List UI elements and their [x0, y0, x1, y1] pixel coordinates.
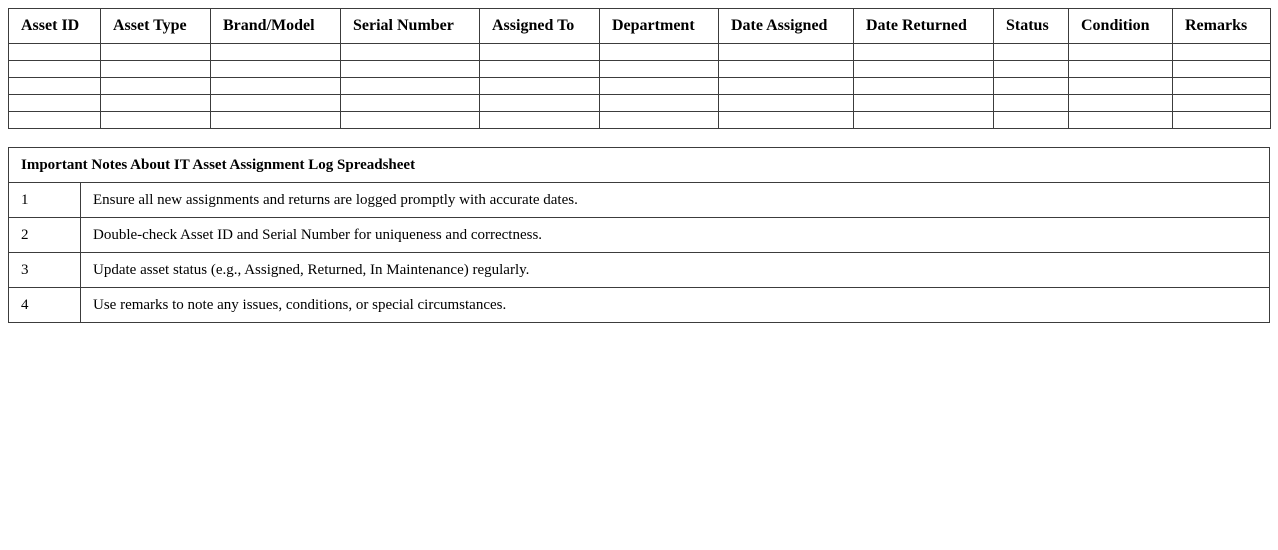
- note-number: 3: [9, 253, 81, 288]
- table-cell[interactable]: [1069, 44, 1173, 61]
- column-header-brand-model: Brand/Model: [211, 9, 341, 44]
- table-cell[interactable]: [719, 61, 854, 78]
- table-row: [9, 78, 1271, 95]
- table-cell[interactable]: [719, 112, 854, 129]
- table-cell[interactable]: [994, 112, 1069, 129]
- note-text: Double-check Asset ID and Serial Number for uniqueness and correctness.: [81, 218, 1270, 253]
- column-header-asset-id: Asset ID: [9, 9, 101, 44]
- table-cell[interactable]: [9, 44, 101, 61]
- table-cell[interactable]: [211, 44, 341, 61]
- note-row: [9, 288, 1270, 323]
- table-cell[interactable]: [854, 61, 994, 78]
- column-header-serial-number: Serial Number: [341, 9, 480, 44]
- table-cell[interactable]: [9, 78, 101, 95]
- note-text: Ensure all new assignments and returns are logged promptly with accurate dates.: [81, 183, 1270, 218]
- table-cell[interactable]: [480, 95, 600, 112]
- table-cell[interactable]: [1069, 61, 1173, 78]
- table-header-row: [9, 9, 1271, 44]
- table-cell[interactable]: [211, 112, 341, 129]
- table-cell[interactable]: [600, 61, 719, 78]
- table-cell[interactable]: [101, 44, 211, 61]
- table-cell[interactable]: [600, 112, 719, 129]
- table-cell[interactable]: [341, 95, 480, 112]
- table-cell[interactable]: [994, 78, 1069, 95]
- table-cell[interactable]: [994, 95, 1069, 112]
- table-cell[interactable]: [101, 61, 211, 78]
- table-cell[interactable]: [9, 61, 101, 78]
- table-cell[interactable]: [719, 44, 854, 61]
- column-header-asset-type: Asset Type: [101, 9, 211, 44]
- table-cell[interactable]: [1173, 95, 1271, 112]
- table-cell[interactable]: [1173, 61, 1271, 78]
- notes-header-row: [9, 148, 1270, 183]
- table-row: [9, 112, 1271, 129]
- column-header-department: Department: [600, 9, 719, 44]
- note-row: [9, 253, 1270, 288]
- table-cell[interactable]: [341, 44, 480, 61]
- note-row: [9, 183, 1270, 218]
- notes-body: [9, 183, 1270, 323]
- column-header-date-assigned: Date Assigned: [719, 9, 854, 44]
- table-cell[interactable]: [600, 44, 719, 61]
- column-header-remarks: Remarks: [1173, 9, 1271, 44]
- column-header-condition: Condition: [1069, 9, 1173, 44]
- table-cell[interactable]: [480, 44, 600, 61]
- important-notes-table: [8, 147, 1270, 323]
- note-number: 2: [9, 218, 81, 253]
- table-cell[interactable]: [341, 78, 480, 95]
- document-body: [8, 8, 1270, 323]
- table-cell[interactable]: [854, 78, 994, 95]
- column-header-assigned-to: Assigned To: [480, 9, 600, 44]
- table-cell[interactable]: [9, 95, 101, 112]
- table-row: [9, 95, 1271, 112]
- table-body: [9, 44, 1271, 129]
- note-number: 1: [9, 183, 81, 218]
- asset-assignment-log-table: [8, 8, 1271, 129]
- table-cell[interactable]: [994, 61, 1069, 78]
- table-cell[interactable]: [341, 112, 480, 129]
- column-header-status: Status: [994, 9, 1069, 44]
- table-cell[interactable]: [1069, 112, 1173, 129]
- table-cell[interactable]: [994, 44, 1069, 61]
- table-cell[interactable]: [854, 112, 994, 129]
- table-cell[interactable]: [341, 61, 480, 78]
- table-cell[interactable]: [480, 112, 600, 129]
- table-cell[interactable]: [1069, 95, 1173, 112]
- table-cell[interactable]: [719, 78, 854, 95]
- table-row: [9, 44, 1271, 61]
- table-cell[interactable]: [719, 95, 854, 112]
- table-cell[interactable]: [854, 95, 994, 112]
- note-text: Use remarks to note any issues, conditions, or special circumstances.: [81, 288, 1270, 323]
- table-row: [9, 61, 1271, 78]
- table-cell[interactable]: [1173, 78, 1271, 95]
- table-cell[interactable]: [1173, 44, 1271, 61]
- column-header-date-returned: Date Returned: [854, 9, 994, 44]
- table-cell[interactable]: [9, 112, 101, 129]
- table-cell[interactable]: [211, 78, 341, 95]
- table-cell[interactable]: [600, 95, 719, 112]
- note-text: Update asset status (e.g., Assigned, Returned, In Maintenance) regularly.: [81, 253, 1270, 288]
- table-cell[interactable]: [480, 78, 600, 95]
- note-row: [9, 218, 1270, 253]
- table-cell[interactable]: [211, 95, 341, 112]
- notes-title: Important Notes About IT Asset Assignment Log Spreadsheet: [9, 148, 1270, 183]
- table-cell[interactable]: [854, 44, 994, 61]
- table-cell[interactable]: [480, 61, 600, 78]
- table-cell[interactable]: [101, 95, 211, 112]
- table-cell[interactable]: [1173, 112, 1271, 129]
- table-cell[interactable]: [1069, 78, 1173, 95]
- table-cell[interactable]: [101, 78, 211, 95]
- table-cell[interactable]: [211, 61, 341, 78]
- note-number: 4: [9, 288, 81, 323]
- table-cell[interactable]: [600, 78, 719, 95]
- table-cell[interactable]: [101, 112, 211, 129]
